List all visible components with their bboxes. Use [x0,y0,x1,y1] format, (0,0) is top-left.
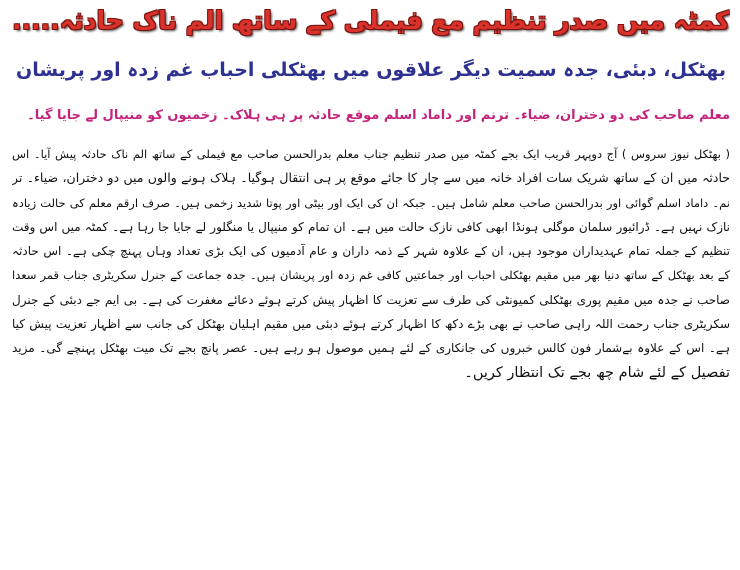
body-line: تفصیل کے لئے شام چھ بجے تک انتظار کریں۔ [464,364,730,381]
body-line: تنظیم کے جملہ تمام عہدیداران موجود ہیں، ان کے علاوہ شہر کے ذمہ داران و عام آدمیوں کی ایک بڑی تعداد وہاں پہنچ چکی ہے۔ اس حادثہ [12,244,730,259]
body-line: نم۔ داماد اسلم گوائی اور بدرالحسن صاحب معلم شامل ہیں۔ جبکہ ان کی ایک اور بیٹی اور پوتا شدید زخمی ہیں۔ صرف ارقم معلم کی حالت زیادہ [12,195,730,210]
body-line: نازک نہیں ہے۔ ڈرائیور سلمان موگلی ہونڈا ابھی کافی نازک حالت میں ہے۔ ان تمام کو منیپال یا منگلور لے جایا جا رہا ہے۔ کمٹہ میں اس وقت [12,219,730,234]
body-line: ( بھٹکل نیوز سروس ) آج دوپہر قریب ایک بجے کمٹہ میں صدر تنظیم جناب معلم بدرالحسن صاحب مع فیملی کے ساتھ الم ناک حادثہ پیش آیا۔ اس [12,147,730,161]
body-line: صاحب نے جدہ میں مقیم پوری بھٹکلی کمیونٹی کی طرف سے تعزیت کا اظہار پیش کرتے ہوئے دعائے مغفرت کی ہے۔ بی ایم جے دبئی کے جنرل [12,292,730,307]
article-subheadline: بھٹکل، دبئی، جدہ سمیت دیگر علاقوں میں بھٹکلی احباب غم زدہ اور پریشان [16,59,726,81]
body-line: ہے۔ اس کے علاوہ بےشمار فون کالس خبروں کی جانکاری کے لئے ہمیں موصول ہو رہے ہیں۔ عصر پانچ بجے تک میت بھٹکل پہنچے گی۔ مزید [12,341,730,356]
article-body [12,142,730,385]
body-line: کے بعد بھٹکل کے ساتھ دنیا بھر میں مقیم بھٹکلی احباب اور جماعتیں کافی غم زدہ اور پریشان ہیں۔ جدہ جماعت کے جنرل سکریٹری جناب قمر سعدا [12,268,730,283]
article-headline: کمٹہ میں صدر تنظیم مع فیملی کے ساتھ الم ناک حادثہ..... [12,6,730,35]
article-intro: معلم صاحب کی دو دختران، ضیاء۔ ترنم اور داماد اسلم موقع حادثہ پر ہی ہلاک۔ زخمیوں کو منیپال لے جایا گیا۔ [27,108,730,123]
body-line: حادثہ میں ان کے ساتھ شریک سات افراد خانہ میں سے چار کا جائے موقع پر ہی انتقال ہوگیا۔ ہلاک ہونے والوں میں دو دختران، ضیاء۔ تر [12,170,730,186]
body-line: سکریٹری جناب رحمت اللہ راہی صاحب نے بھی بڑے دکھ کا اظہار کرتے ہوئے دبئی میں مقیم اہلیان بھٹکل کی جانب سے اظہار تعزیت پیش کیا [12,317,730,332]
